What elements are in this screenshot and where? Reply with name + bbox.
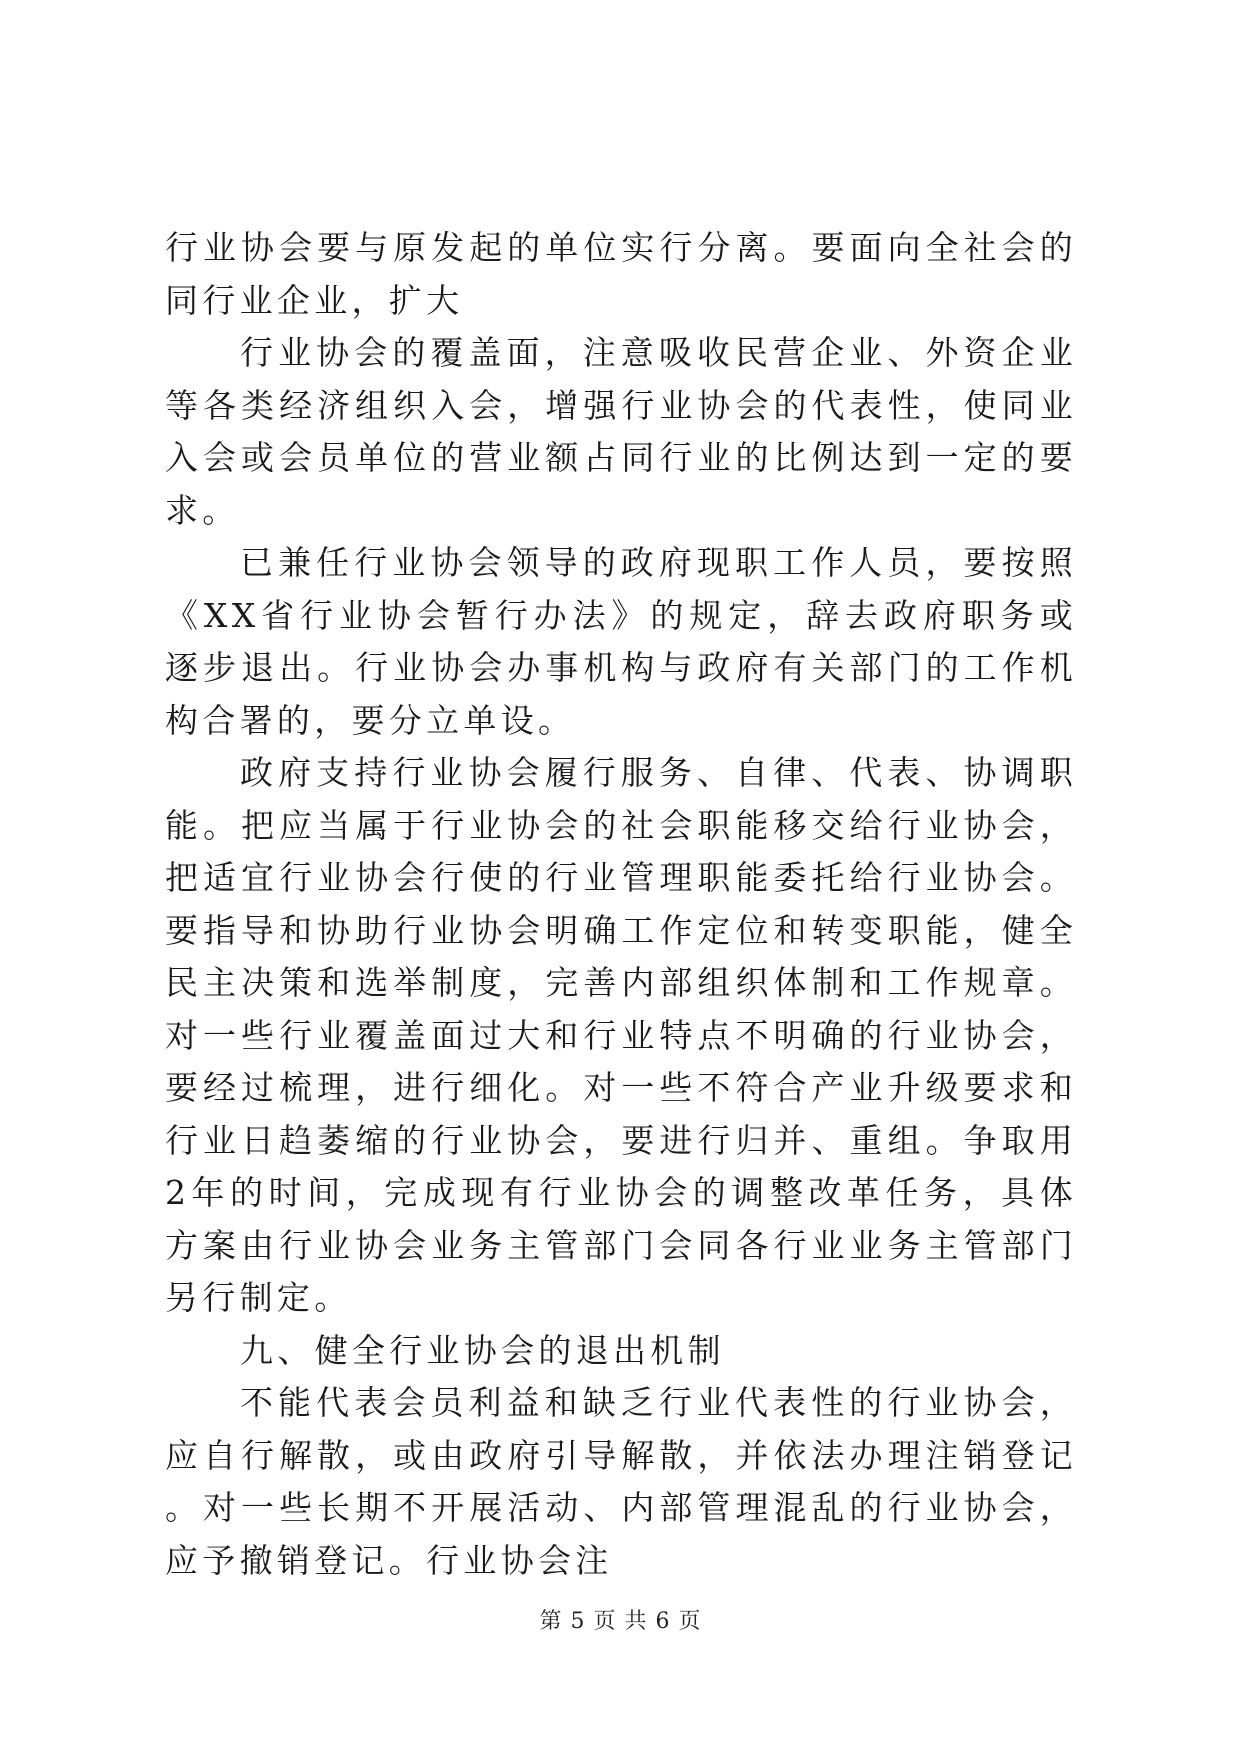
paragraph-4: 政府支持行业协会履行服务、自律、代表、协调职能。把应当属于行业协会的社会职能移交给行业协会，把适宜行业协会行使的行业管理职能委托给行业协会。要指导和协助行业协会明确工作定位和转变职能，健全民主决策和选举制度，完善内部组织体制和工作规章。对一些行业覆盖面过大和行业特点不明确的行业协会，要经过梳理，进行细化。对一些不符合产业升级要求和行业日趋萎缩的行业协会，要进行归并、重组。争取用2年的时间，完成现有行业协会的调整改革任务，具体方案由行业协会业务主管部门会同各行业业务主管部门另行制定。 — [165, 753, 1077, 1317]
paragraph-5: 不能代表会员利益和缺乏行业代表性的行业协会，应自行解散，或由政府引导解散，并依法办理注销登记。对一些长期不开展活动、内部管理混乱的行业协会，应予撤销登记。行业协会注 — [165, 1383, 1077, 1580]
paragraph-1: 行业协会要与原发起的单位实行分离。要面向全社会的同行业企业，扩大 — [165, 228, 1077, 320]
document-body — [165, 222, 1077, 1587]
page-number-footer: 第 5 页 共 6 页 — [539, 1609, 702, 1634]
section-heading-9: 九、健全行业协会的退出机制 — [240, 1330, 725, 1370]
paragraph-3: 已兼任行业协会领导的政府现职工作人员，要按照《XX省行业协会暂行办法》的规定，辞去政府职务或逐步退出。行业协会办事机构与政府有关部门的工作机构合署的，要分立单设。 — [165, 543, 1077, 740]
paragraph-2: 行业协会的覆盖面，注意吸收民营企业、外资企业等各类经济组织入会，增强行业协会的代表性，使同业入会或会员单位的营业额占同行业的比例达到一定的要求。 — [165, 333, 1077, 530]
